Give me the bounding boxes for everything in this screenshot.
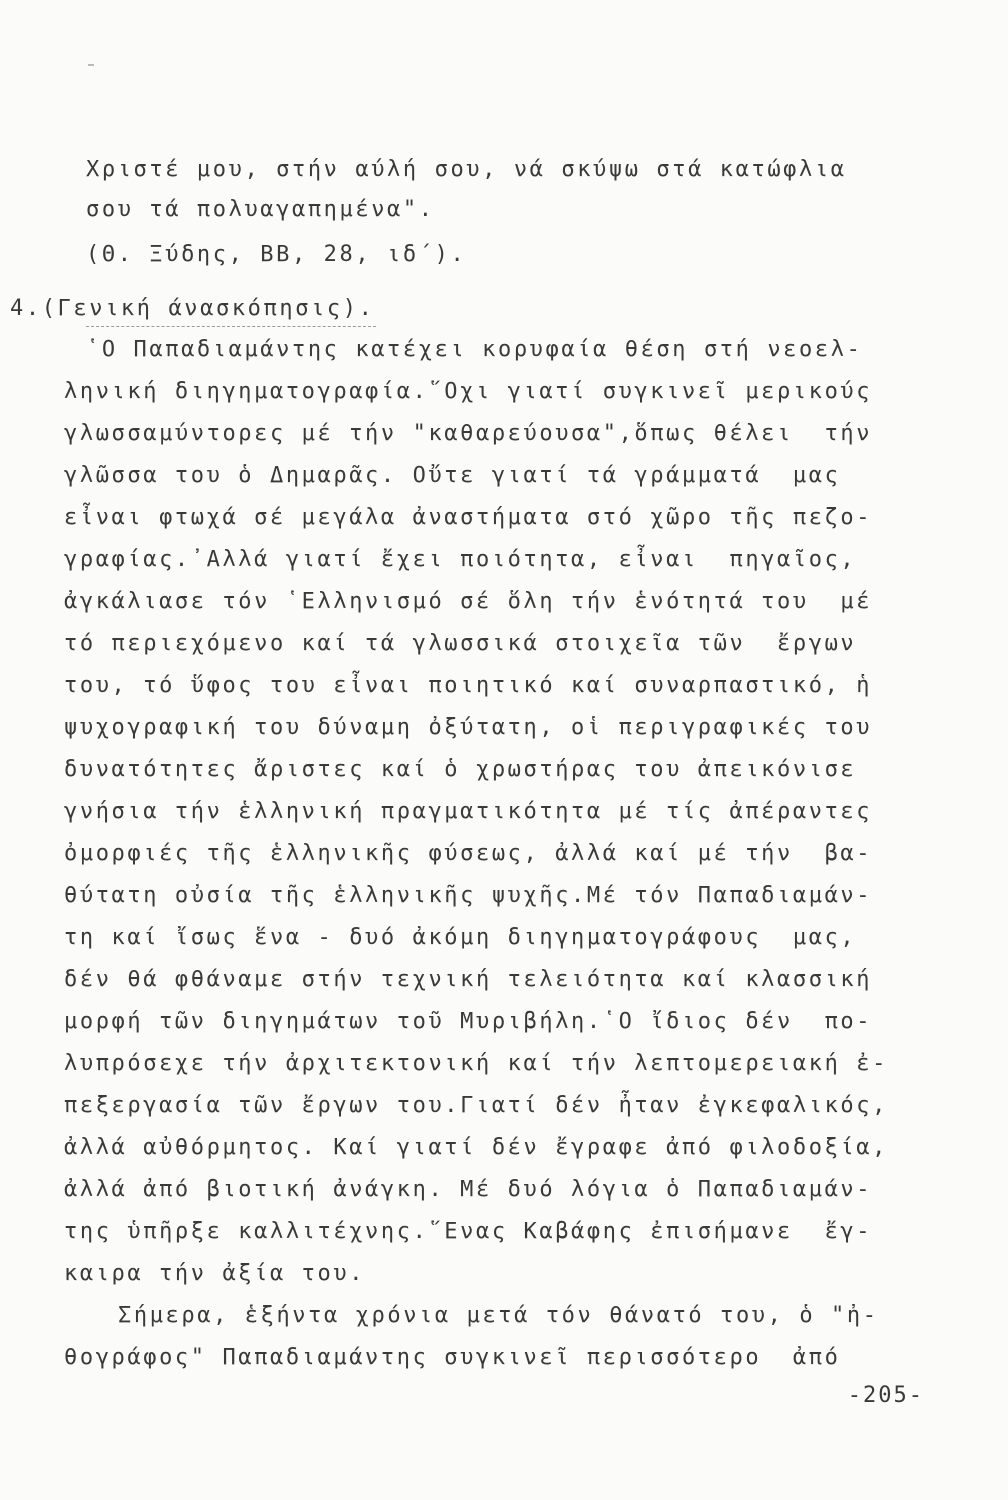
quote-citation: (Θ. Ξύδης, ΒΒ, 28, ιδ΄). bbox=[86, 242, 467, 267]
paragraph-line: γλῶσσα του ὁ Δημαρᾶς. Οὔτε γιατί τά γράμματά μας bbox=[64, 463, 841, 488]
paragraph-line: λυπρόσεχε τήν ἀρχιτεκτονική καί τήν λεπτομερειακή ἐ- bbox=[64, 1051, 888, 1076]
stray-ink-mark bbox=[88, 64, 94, 66]
paragraph-line: ῾Ο Παπαδιαμάντης κατέχει κορυφαία θέση στή νεοελ- bbox=[86, 337, 863, 362]
paragraph-line: ἀγκάλιασε τόν ῾Ελληνισμό σέ ὅλη τήν ἑνότητά του μέ bbox=[64, 589, 873, 614]
paragraph-line: μορφή τῶν διηγημάτων τοῦ Μυριβήλη.῾Ο ἴδιος δέν πο- bbox=[64, 1009, 873, 1034]
page-number: -205- bbox=[847, 1383, 924, 1408]
paragraph-line: γραφίας.᾿Αλλά γιατί ἔχει ποιότητα, εἶναι πηγαῖος, bbox=[64, 547, 857, 572]
paragraph-line: θύτατη οὐσία τῆς ἑλληνικῆς ψυχῆς.Μέ τόν Παπαδιαμάν- bbox=[64, 883, 873, 908]
paragraph-line: γνήσια τήν ἑλληνική πραγματικότητα μέ τίς ἀπέραντες bbox=[64, 799, 873, 824]
paragraph-line: τό περιεχόμενο καί τά γλωσσικά στοιχεῖα τῶν ἔργων bbox=[64, 631, 857, 656]
paragraph-line: της ὑπῆρξε καλλιτέχνης.῞Ενας Καβάφης ἐπισήμανε ἔγ- bbox=[64, 1219, 873, 1244]
paragraph-line: πεξεργασία τῶν ἔργων του.Γιατί δέν ἦταν ἐγκεφαλικός, bbox=[64, 1093, 888, 1118]
section-heading: 4.(Γενική άνασκόπησις). bbox=[10, 296, 375, 321]
paragraph-line: εἶναι φτωχά σέ μεγάλα ἀναστήματα στό χῶρο τῆς πεζο- bbox=[64, 505, 873, 530]
paragraph-line: δυνατότητες ἄριστες καί ὁ χρωστήρας του ἀπεικόνισε bbox=[64, 757, 857, 782]
paragraph-line: ἀλλά αὐθόρμητος. Καί γιατί δέν ἔγραφε ἀπό φιλοδοξία, bbox=[64, 1135, 888, 1160]
paragraph-line: Σήμερα, ἑξήντα χρόνια μετά τόν θάνατό του, ὁ "ἠ- bbox=[118, 1303, 879, 1328]
quote-line: σου τά πολυαγαπημένα". bbox=[86, 197, 435, 222]
paragraph-line: του, τό ὕφος του εἶναι ποιητικό καί συναρπαστικό, ἡ bbox=[64, 673, 873, 698]
section-heading-underline bbox=[86, 326, 376, 327]
paragraph-line: δέν θά φθάναμε στήν τεχνική τελειότητα καί κλασσική bbox=[64, 967, 873, 992]
paragraph-line: γλωσσαμύντορες μέ τήν "καθαρεύουσα",ὅπως θέλει τήν bbox=[64, 421, 873, 446]
paragraph-line: τη καί ἴσως ἕνα - δυό ἀκόμη διηγηματογράφους μας, bbox=[64, 925, 857, 950]
paragraph-line: ἀλλά ἀπό βιοτική ἀνάγκη. Μέ δυό λόγια ὁ Παπαδιαμάν- bbox=[64, 1177, 873, 1202]
paragraph-line: ὀμορφιές τῆς ἑλληνικῆς φύσεως, ἀλλά καί μέ τήν βα- bbox=[64, 841, 873, 866]
paragraph-line: ληνική διηγηματογραφία.῞Οχι γιατί συγκινεῖ μερικούς bbox=[64, 379, 873, 404]
paragraph-line: καιρα τήν ἀξία του. bbox=[64, 1261, 366, 1286]
paragraph-line: ψυχογραφική του δύναμη ὀξύτατη, οἱ περιγραφικές του bbox=[64, 715, 873, 740]
paragraph-line: θογράφος" Παπαδιαμάντης συγκινεῖ περισσότερο ἀπό bbox=[64, 1345, 841, 1370]
quote-line: Χριστέ μου, στήν αύλή σου, νά σκύψω στά κατώφλια bbox=[86, 157, 847, 182]
